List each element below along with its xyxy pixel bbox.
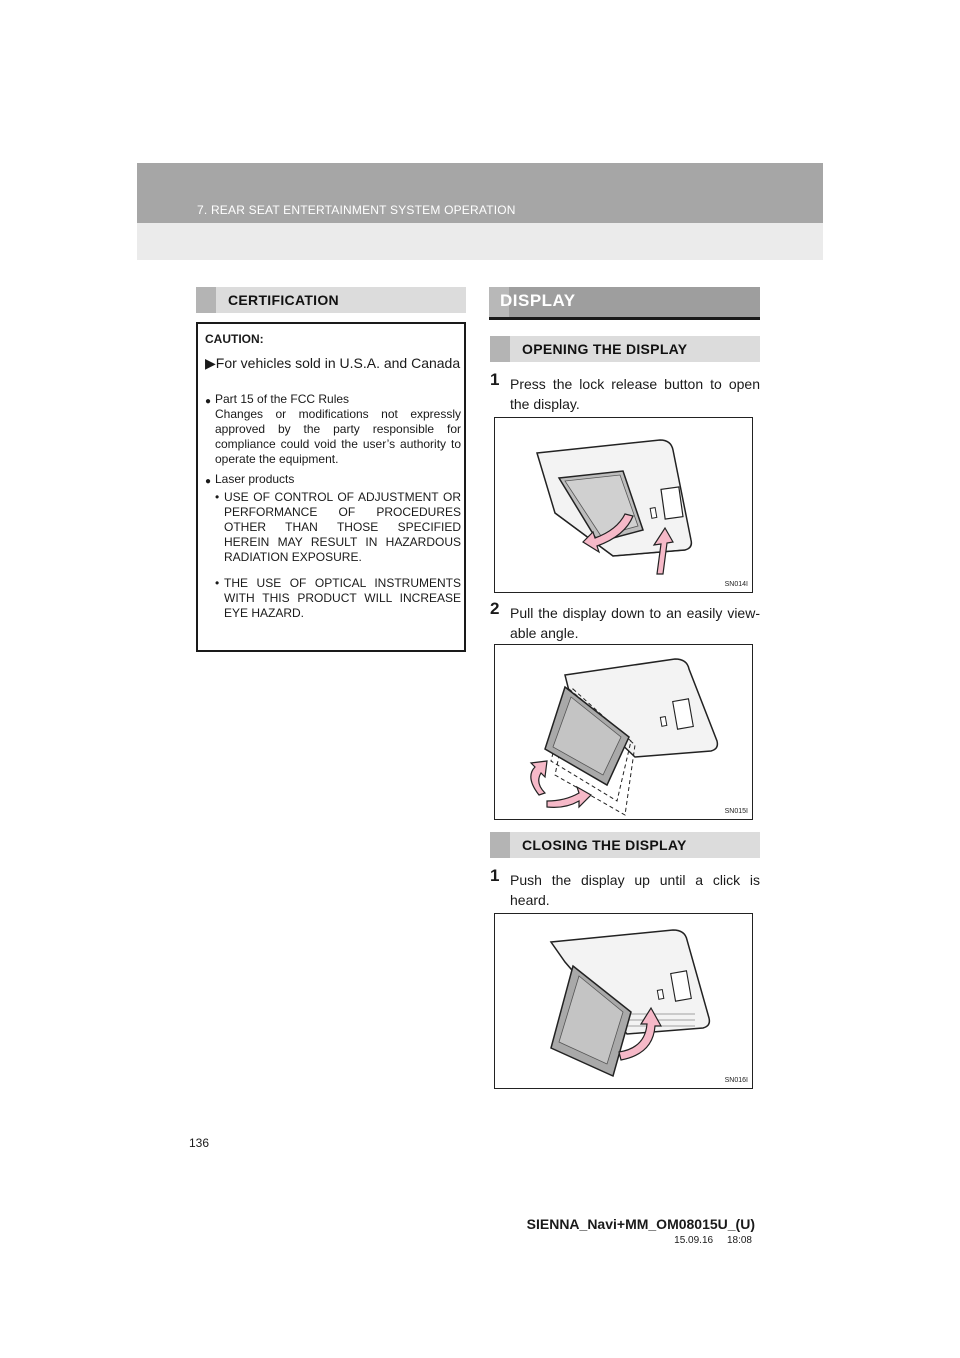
heading-square — [196, 287, 216, 313]
vehicles-text: For vehicles sold in U.S.A. and Canada — [215, 355, 461, 371]
circle-bullet-icon: ● — [205, 396, 212, 407]
closing-heading: CLOSING THE DISPLAY — [522, 837, 687, 853]
laser-item-text: THE USE OF OPTICAL INSTRUMENTS WITH THIS PRODUCT WILL INCREASE EYE HAZARD. — [224, 576, 461, 620]
figure-label: SN014I — [724, 581, 748, 588]
opening-heading: OPENING THE DISPLAY — [522, 341, 688, 357]
fcc-title: Part 15 of the FCC Rules — [215, 392, 350, 406]
chapter-title: 7. REAR SEAT ENTERTAINMENT SYSTEM OPERATION — [197, 203, 516, 217]
step-number: 1 — [490, 370, 500, 389]
fcc-text: Changes or modifications not expressly approved by the party responsible for compliance could void the user’s authority to operate the equipment. — [215, 407, 461, 466]
figure-open-lock — [494, 417, 753, 593]
circle-bullet-icon: ● — [205, 476, 212, 487]
chapter-header — [137, 163, 823, 260]
page-number: 136 — [189, 1136, 210, 1150]
certification-heading: CERTIFICATION — [228, 292, 339, 308]
figure-label: SN015I — [724, 808, 748, 815]
document-code: SIENNA_Navi+MM_OM08015U_(U) — [526, 1216, 755, 1232]
caution-box — [196, 322, 466, 652]
step-number: 1 — [490, 866, 500, 885]
step-number: 2 — [490, 599, 500, 618]
laser-title: Laser products — [215, 472, 295, 486]
dot-bullet: • — [215, 576, 220, 590]
triangle-bullet-icon: ▶ — [205, 355, 216, 371]
display-tilt-illustration — [495, 645, 752, 819]
figure-push-up — [494, 913, 753, 1089]
opening-heading-bar — [490, 336, 760, 362]
display-open-illustration — [495, 418, 752, 592]
step-text: Pull the display down to an easily view-able angle. — [510, 605, 760, 641]
dot-bullet: • — [215, 490, 220, 504]
step-text: Push the display up until a click is heard. — [510, 872, 760, 908]
vehicles-line — [205, 354, 461, 372]
print-timestamp: 15.09.16 18:08 — [674, 1235, 752, 1246]
display-heading-bar — [489, 287, 760, 320]
closing-heading-bar — [490, 832, 760, 858]
caution-title: CAUTION: — [205, 332, 264, 346]
heading-square — [490, 336, 510, 362]
heading-square — [490, 832, 510, 858]
laser-item-text: USE OF CONTROL OF ADJUSTMENT OR PERFORMANCE OF PROCEDURES OTHER THAN THOSE SPECIFIED HEREIN MAY RESULT IN HAZARDOUS RADIATION EXPOSURE. — [224, 490, 461, 564]
chapter-header-bar — [137, 163, 823, 223]
figure-pull-down — [494, 644, 753, 820]
certification-heading-bar — [196, 287, 466, 313]
step-text: Press the lock release button to open the display. — [510, 376, 760, 412]
figure-label: SN016I — [724, 1077, 748, 1084]
display-close-illustration — [495, 914, 752, 1088]
display-heading: DISPLAY — [500, 291, 576, 310]
